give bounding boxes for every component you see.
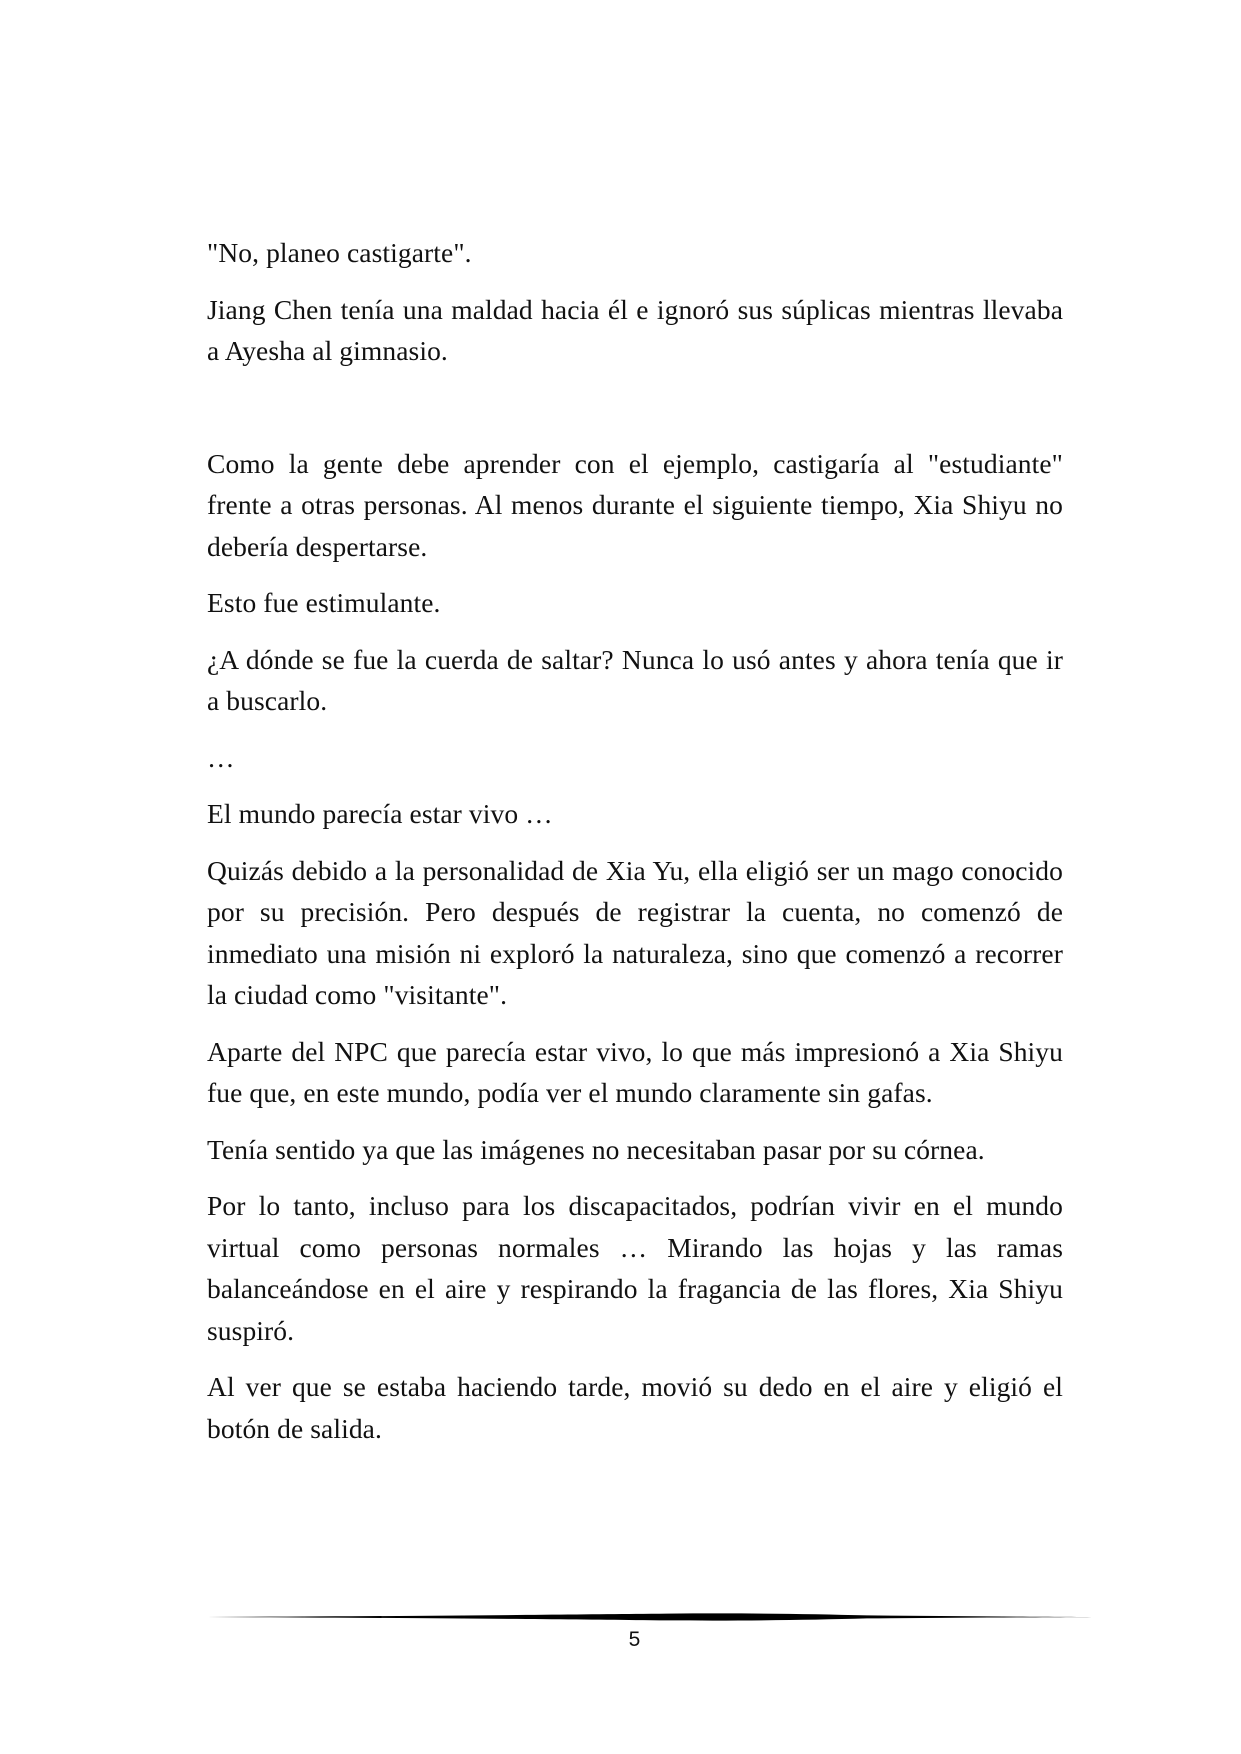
paragraph-12: Al ver que se estaba haciendo tarde, movió su dedo en el aire y eligió el botón de salida.: [207, 1371, 1063, 1444]
footer-divider-line: [207, 1613, 1105, 1620]
paragraph-6-ellipsis: …: [207, 741, 235, 773]
paragraph-2: Jiang Chen tenía una maldad hacia él e ignoró sus súplicas mientras llevaba a Ayesha al gimnasio.: [207, 293, 1063, 366]
paragraph-1: "No, planeo castigarte".: [207, 237, 472, 268]
paragraph-8: Quizás debido a la personalidad de Xia Yu, ella eligió ser un mago conocido por su precisión. Pero después de registrar la cuenta, no comenzó de inmediato una misión ni exploró la naturaleza, sino que comenzó a recorrer la ciudad como "visitante".: [207, 854, 1063, 1010]
paragraph-9: Aparte del NPC que parecía estar vivo, lo que más impresionó a Xia Shiyu fue que, en este mundo, podía ver el mundo claramente sin gafas.: [207, 1035, 1063, 1108]
paragraph-11: Por lo tanto, incluso para los discapacitados, podrían vivir en el mundo virtual como personas normales … Mirando las hojas y las ramas balanceándose en el aire y respirando la fragancia de las flores, Xia Shiyu suspiró.: [207, 1190, 1063, 1346]
paragraph-7: El mundo parecía estar vivo …: [207, 798, 553, 829]
paragraph-5: ¿A dónde se fue la cuerda de saltar? Nunca lo usó antes y ahora tenía que ir a buscarlo.: [207, 643, 1063, 716]
page-body-text: [207, 232, 1063, 1464]
paragraph-4: Esto fue estimulante.: [207, 587, 441, 618]
footer-divider: [207, 1611, 1105, 1623]
paragraph-3: Como la gente debe aprender con el ejemplo, castigaría al "estudiante" frente a otras personas. Al menos durante el siguiente tiempo, Xia Shiyu no debería despertarse.: [207, 447, 1063, 562]
page-number: 5: [628, 1628, 641, 1651]
paragraph-10: Tenía sentido ya que las imágenes no necesitaban pasar por su córnea.: [207, 1133, 985, 1165]
